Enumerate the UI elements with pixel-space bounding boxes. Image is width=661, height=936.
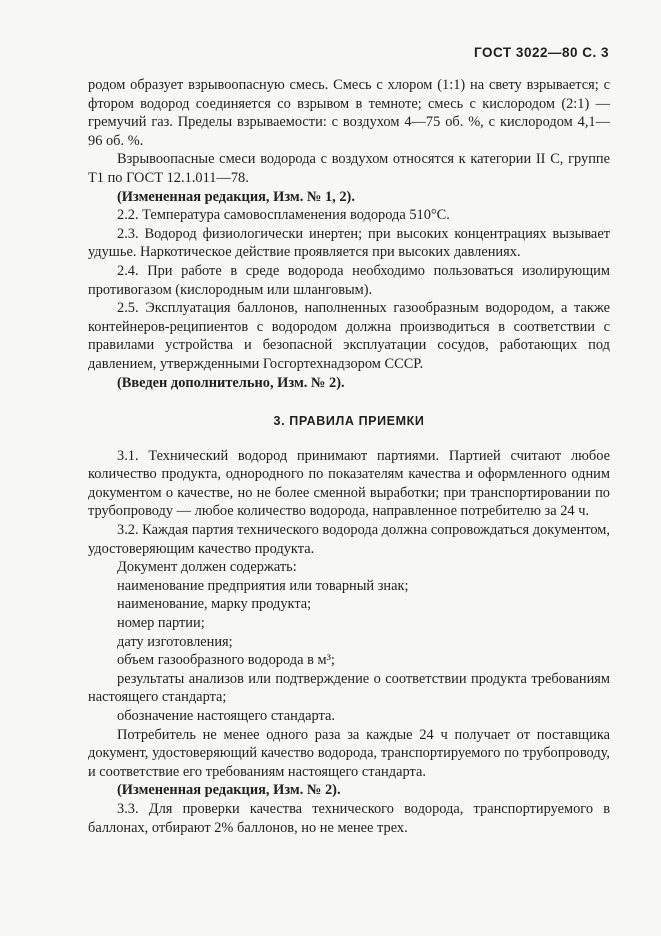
list-item: результаты анализов или подтверждение о соответствии продукта требованиям настоящего стандарта; — [88, 670, 610, 706]
amendment-note: (Измененная редакция, Изм. № 2). — [117, 782, 341, 799]
paragraph-hydrogen-mixtures: родом образует взрывоопасную смесь. Смесь с хлором (1:1) на свету взрывается; с фтором водород соединяется со взрывом в темноте; смесь с кислородом (2:1) — гремучий газ. Пределы взрываемости: с воздухом 4—75 об. %, с кислородом 4,1—96 об. %. — [88, 77, 610, 149]
clause-3-1: 3.1. Технический водород принимают партиями. Партией считают любое количество продукта, однородного по показателям качества и оформленного одним документом о качестве, но не более сменной выработки; при транспортировании по трубопроводу — любое количество водорода, направленное потребителю за 24 ч. — [88, 447, 610, 520]
document-body — [88, 76, 610, 837]
consumer-paragraph: Потребитель не менее одного раза за каждые 24 ч получает от поставщика документ, удостоверяющий качество водорода, транспортируемого по трубопроводу, и соответствие его требованиям настоящего стандарта. — [88, 726, 610, 780]
amendment-note: (Введен дополнительно, Изм. № 2). — [117, 374, 345, 391]
section-title: 3. ПРАВИЛА ПРИЕМКИ — [273, 414, 425, 429]
clause-3-2: 3.2. Каждая партия технического водорода должна сопровождаться документом, удостоверяющим качество продукта. — [88, 522, 610, 557]
amendment-note: (Измененная редакция, Изм. № 1, 2). — [117, 188, 355, 205]
paragraph-explosion-category: Взрывоопасные смеси водорода с воздухом относятся к категории II С, группе Т1 по ГОСТ 12.1.011—78. — [88, 151, 610, 186]
clause-2-5: 2.5. Эксплуатация баллонов, наполненных газообразным водородом, а также контейнеров-реципиентов с водородом должна производиться в соответствии с правилами устройства и безопасной эксплуатации сосудов, работающих под давлением, утвержденными Госгортехнадзором СССР. — [88, 300, 610, 372]
clause-2-3: 2.3. Водород физиологически инертен; при высоких концентрациях вызывает удушье. Наркотическое действие проявляется при высоких давлениях. — [88, 225, 610, 261]
list-item: номер партии; — [117, 615, 205, 632]
clause-3-3: 3.3. Для проверки качества технического водорода, транспортируемого в баллонах, отбирают 2% баллонов, но не менее трех. — [88, 800, 610, 836]
running-head: ГОСТ 3022—80 С. 3 — [474, 45, 609, 60]
list-item: наименование предприятия или товарный знак; — [117, 577, 409, 594]
list-item: обозначение настоящего стандарта. — [117, 708, 335, 724]
list-item: наименование, марку продукта; — [117, 596, 312, 613]
list-item: объем газообразного водорода в м³; — [117, 652, 335, 669]
clause-2-2: 2.2. Температура самовоспламенения водорода 510°С. — [117, 207, 450, 224]
clause-2-4: 2.4. При работе в среде водорода необходимо пользоваться изолирующим противогазом (кислородным или шланговым). — [88, 262, 610, 298]
document-contents-intro: Документ должен содержать: — [117, 559, 297, 576]
list-item: дату изготовления; — [117, 633, 233, 650]
